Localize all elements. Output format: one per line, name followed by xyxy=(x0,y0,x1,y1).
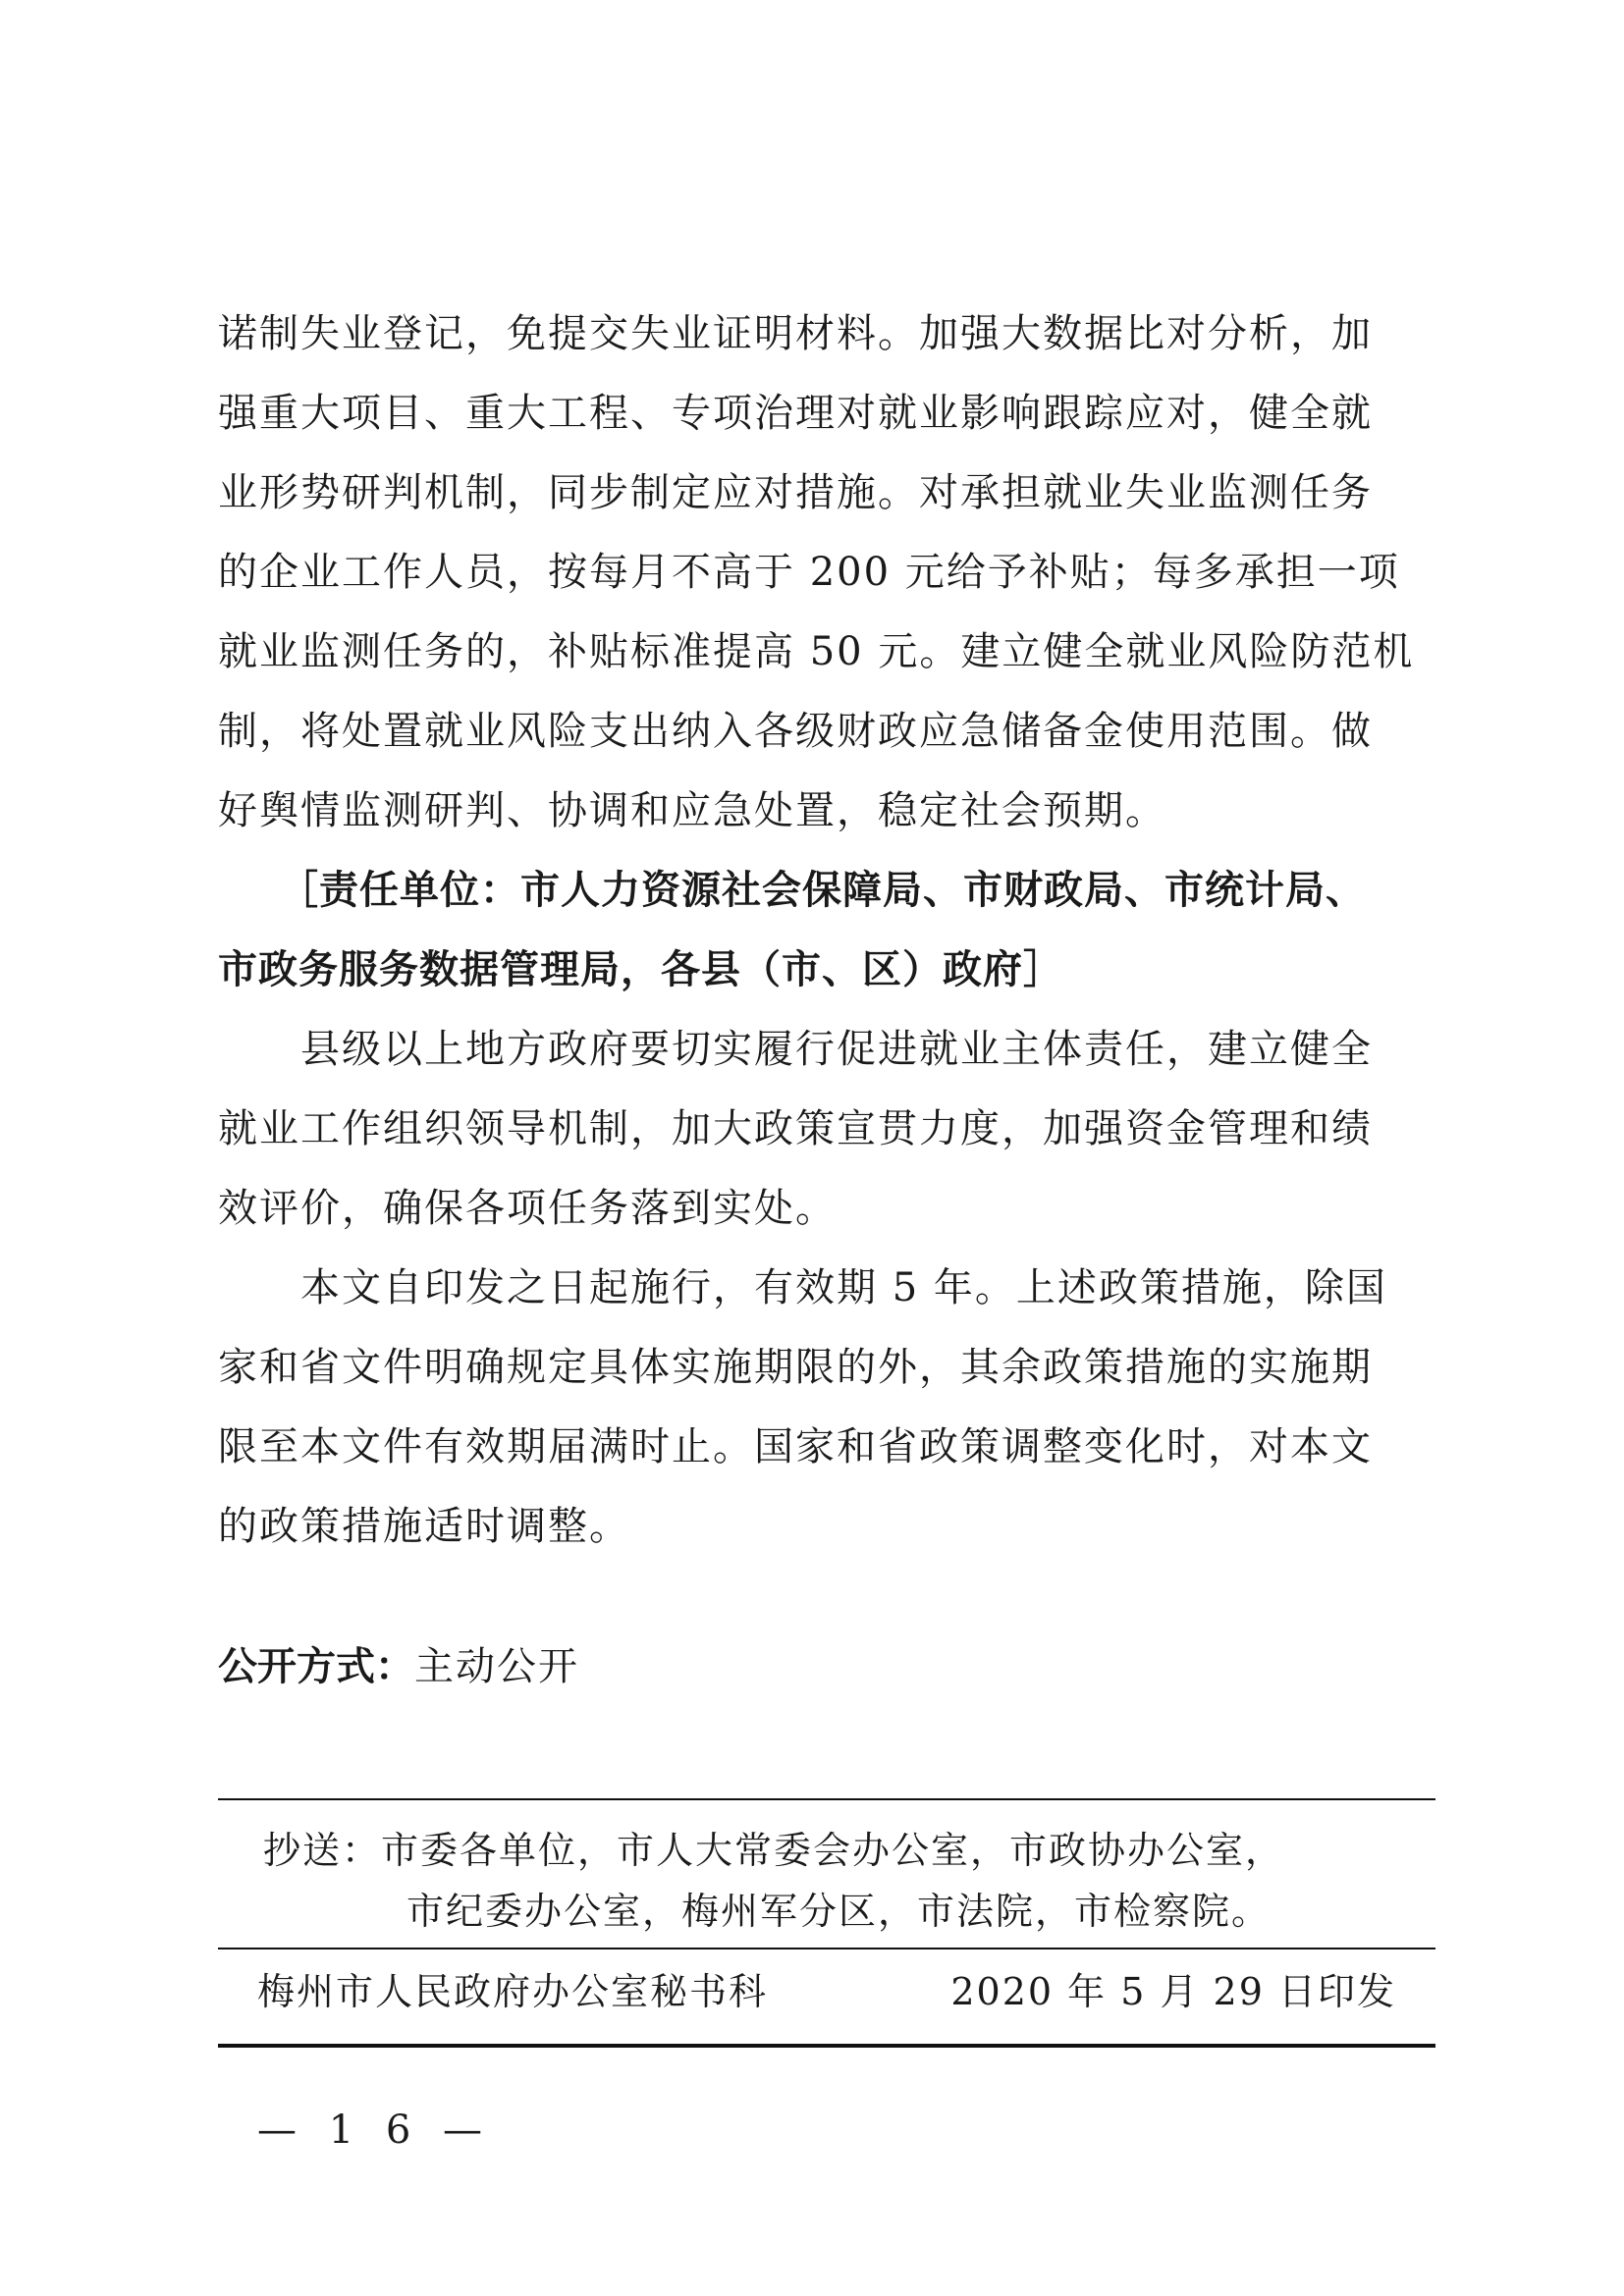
body-line: 强重大项目、重大工程、专项治理对就业影响跟踪应对，健全就 xyxy=(218,391,1373,436)
body-line: 效评价，确保各项任务落到实处。 xyxy=(218,1186,837,1231)
cc-bottom-rule xyxy=(218,1948,1435,1949)
responsibility-line: 市政务服务数据管理局，各县（市、区）政府］ xyxy=(218,947,1063,992)
body-line: 限至本文件有效期届满时止。国家和省政策调整变化时，对本文 xyxy=(218,1424,1373,1469)
page-number: — 1 6 — xyxy=(257,2108,493,2153)
cc-list xyxy=(263,1820,1284,1942)
body-line: 就业工作组织领导机制，加大政策宣贯力度，加强资金管理和绩 xyxy=(218,1106,1373,1151)
document-body xyxy=(218,294,1435,1567)
publicity-label: 公开方式： xyxy=(218,1644,414,1689)
footer-bottom-rule xyxy=(218,2044,1435,2048)
body-line: 诺制失业登记，免提交失业证明材料。加强大数据比对分析，加 xyxy=(218,311,1373,356)
body-line: 业形势研判机制，同步制定应对措施。对承担就业失业监测任务 xyxy=(218,470,1373,515)
body-line: 家和省文件明确规定具体实施期限的外，其余政策措施的实施期 xyxy=(218,1345,1373,1390)
body-line: 好舆情监测研判、协调和应急处置，稳定社会预期。 xyxy=(218,788,1166,833)
body-line: 的企业工作人员，按每月不高于 200 元给予补贴；每多承担一项 xyxy=(218,550,1400,595)
body-line: 就业监测任务的，补贴标准提高 50 元。建立健全就业风险防范机 xyxy=(218,629,1415,674)
publicity-value: 主动公开 xyxy=(414,1644,579,1689)
body-line: 的政策措施适时调整。 xyxy=(218,1504,630,1549)
publicity-method xyxy=(218,1637,579,1696)
cc-line: 抄送：市委各单位，市人大常委会办公室，市政协办公室， xyxy=(263,1829,1285,1872)
body-line: 县级以上地方政府要切实履行促进就业主体责任，建立健全 xyxy=(300,1027,1373,1072)
cc-top-rule xyxy=(218,1798,1435,1800)
body-line: 本文自印发之日起施行，有效期 5 年。上述政策措施，除国 xyxy=(300,1265,1387,1310)
body-line: 制，将处置就业风险支出纳入各级财政应急储备金使用范围。做 xyxy=(218,709,1373,754)
issue-date: 2020 年 5 月 29 日印发 xyxy=(950,1970,1396,2013)
cc-line: 市纪委办公室，梅州军分区，市法院，市检察院。 xyxy=(406,1890,1272,1933)
issuer-name: 梅州市人民政府办公室秘书科 xyxy=(257,1970,769,2013)
responsibility-line: ［责任单位：市人力资源社会保障局、市财政局、市统计局、 xyxy=(279,868,1366,913)
